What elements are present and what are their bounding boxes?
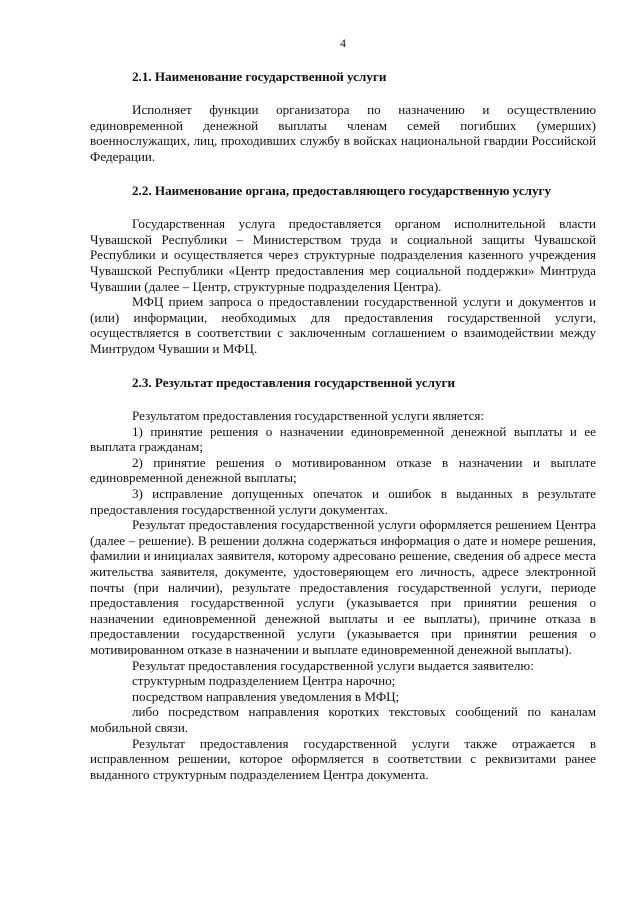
section-heading: 2.1. Наименование государственной услуги [132,68,387,84]
paragraph: МФЦ прием запроса о предоставлении государственной услуги и документов и (или) информации, необходимых для предоставления государственной услуги, осуществляется в соответствии с заключенным соглашением о взаимодействии между Минтрудом Чувашии и МФЦ. [90,294,596,356]
paragraph: Результат предоставления государственной услуги также отражается в исправленном решении, которое оформляется в соответствии с реквизитами ранее выданного структурным подразделением Центра документа. [90,735,596,782]
section-heading: 2.3. Результат предоставления государственной услуги [132,374,456,390]
list-item: посредством направления уведомления в МФЦ; [132,688,400,704]
section-2-3 [90,375,596,783]
list-item: 2) принятие решения о мотивированном отказе в назначении и выплате единовременной денежной выплаты; [90,454,596,486]
page-number: 4 [340,36,346,50]
section-2-1 [90,69,596,165]
list-item: 3) исправление допущенных опечаток и ошибок в выданных в результате предоставления государственной услуги документах. [90,486,596,517]
list-item: либо посредством направления коротких текстовых сообщений по каналам мобильной связи. [90,704,596,735]
paragraph: Результатом предоставления государственной услуги является: [132,408,485,424]
section-heading: 2.2. Наименование органа, предоставляющего государственную услугу [132,182,552,198]
paragraph: Государственная услуга предоставляется органом исполнительной власти Чувашской Республики – Министерством труда и социальной защиты Чувашской Республики и осуществляется через структурные подразделения казенного учреждения Чувашской Республики «Центр предоставления мер социальной поддержки» Минтруда Чувашии (далее – Центр, структурные подразделения Центра). [90,216,596,294]
paragraph: Исполняет функции организатора по назначению и осуществлению единовременной денежной выплаты членам семей погибших (умерших) военнослужащих, лиц, проходивших службу в войсках национальной гвардии Российской Федерации. [90,102,596,164]
section-2-2 [90,183,596,357]
list-item: 1) принятие решения о назначении единовременной денежной выплаты и ее выплата гражданам; [90,423,596,455]
paragraph: Результат предоставления государственной услуги оформляется решением Центра (далее – решение). В решении должна содержаться информация о дате и номере решения, фамилии и инициалах заявителя, которому адресовано решение, сведения об адресе места жительства заявителя, документе, удостоверяющем его личность, адресе электронной почты (при наличии), результате предоставления государственной услуги, периоде предоставления государственной услуги (указывается при принятии решения о назначении единовременной денежной выплаты и ее выплаты), причине отказа в предоставлении государственной услуги (указывается при принятии решения о мотивированном отказе в назначении и выплате единовременной денежной выплаты). [90,517,596,657]
list-item: структурным подразделением Центра нарочно; [132,673,396,689]
paragraph: Результат предоставления государственной услуги выдается заявителю: [132,657,534,673]
